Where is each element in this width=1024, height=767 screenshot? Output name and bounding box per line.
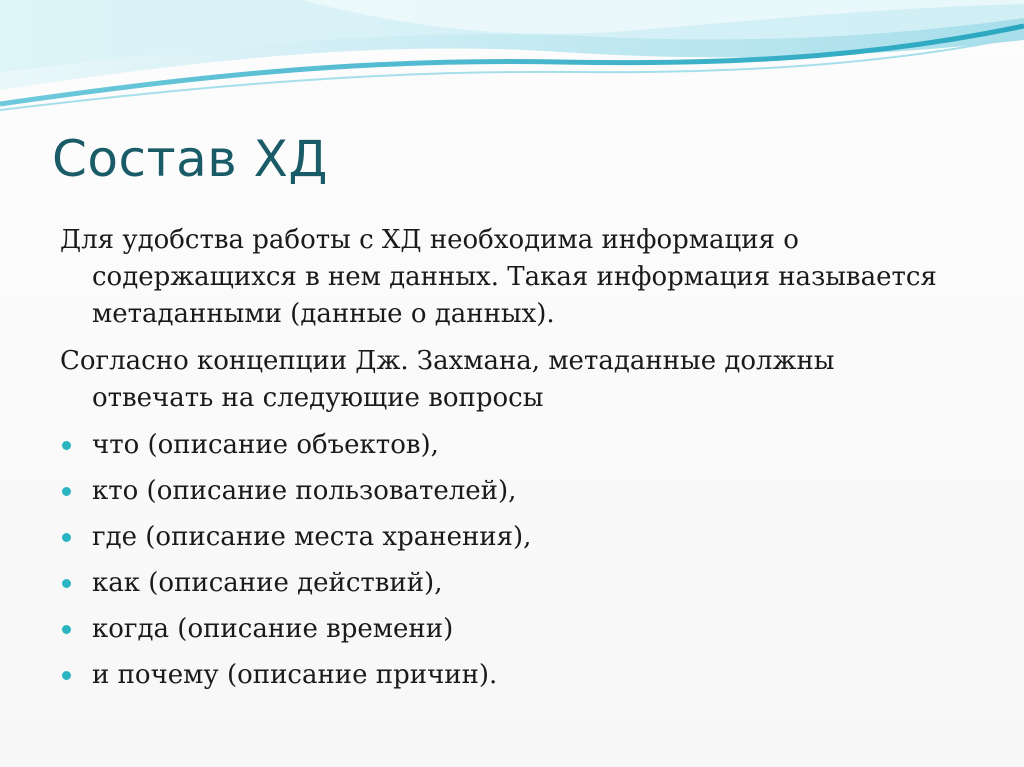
paragraph-zachman: Согласно концепции Дж. Захмана, метаданные должны отвечать на следующие вопросы xyxy=(60,346,835,413)
list-item xyxy=(60,473,960,510)
bullet-list xyxy=(60,427,960,694)
bullet-dot-icon xyxy=(62,579,71,588)
list-item xyxy=(60,427,960,464)
list-item-text: когда (описание времени) xyxy=(92,614,454,644)
header-wave-decoration xyxy=(0,0,1024,120)
list-item xyxy=(60,519,960,556)
list-item-text: что (описание объектов), xyxy=(92,430,439,460)
list-item-text: и почему (описание причин). xyxy=(92,660,498,690)
slide-body xyxy=(60,222,960,703)
bullet-dot-icon xyxy=(62,533,71,542)
bullet-dot-icon xyxy=(62,671,71,680)
bullet-dot-icon xyxy=(62,487,71,496)
list-item-text: кто (описание пользователей), xyxy=(92,476,517,506)
bullet-dot-icon xyxy=(62,625,71,634)
list-item xyxy=(60,611,960,648)
bullet-dot-icon xyxy=(62,441,71,450)
list-item xyxy=(60,565,960,602)
slide-title: Состав ХД xyxy=(52,130,328,188)
list-item-text: как (описание действий), xyxy=(92,568,443,598)
list-item-text: где (описание места хранения), xyxy=(92,522,532,552)
list-item xyxy=(60,657,960,694)
paragraph-intro: Для удобства работы с ХД необходима информация о содержащихся в нем данных. Такая информация называется метаданными (данные о данных). xyxy=(60,225,937,329)
